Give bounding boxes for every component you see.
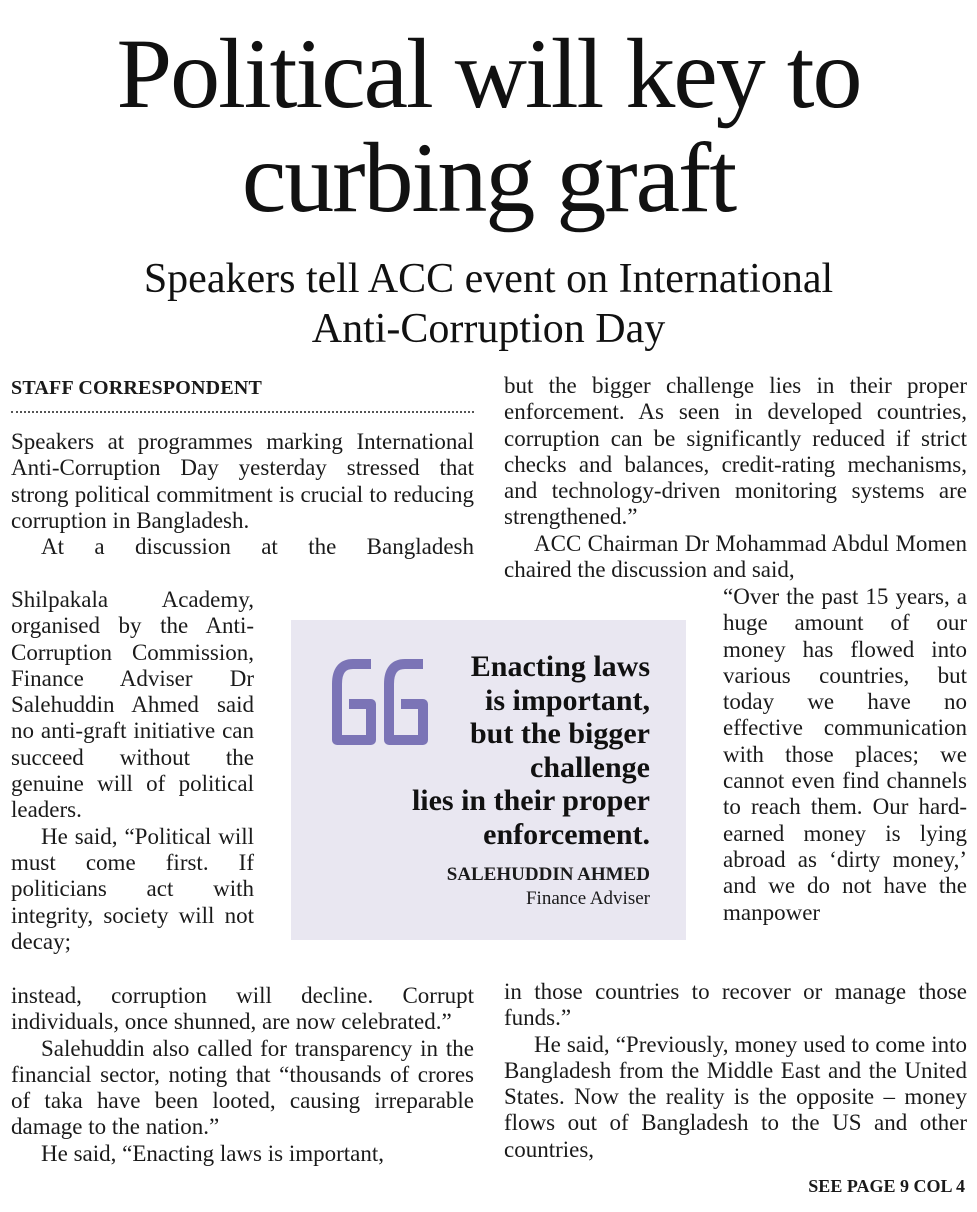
paragraph: Salehuddin also called for transparency in the financial sector, noting that “thousands of crores of taka have been looted, causing irreparable damage to the nation.” — [11, 1035, 474, 1140]
paragraph: “Over the past 15 years, a huge amount of our money has flowed into various countries, but today we have no effective communication with those places; we cannot even find channels to reach them. Our hard-earned money is lying abroad as ‘dirty money,’ and we do not have the manpower — [723, 584, 967, 925]
byline: STAFF CORRESPONDENT — [11, 377, 263, 399]
column-1-top — [11, 429, 474, 560]
column-1-bottom — [11, 983, 474, 1167]
headline-line-2: curbing graft — [241, 122, 736, 233]
column-1-wrap — [11, 587, 254, 955]
byline-divider — [11, 411, 474, 413]
pull-quote-line: but the bigger — [470, 717, 650, 750]
column-2-wrap — [723, 584, 967, 926]
paragraph: At a discussion at the Bangladesh — [41, 534, 474, 560]
column-2-top — [504, 373, 967, 583]
paragraph: Shilpakala Academy, organised by the Anti-Corruption Commission, Finance Adviser Dr Salehuddin Ahmed said no anti-graft initiative can succeed without the genuine will of political leaders. — [11, 587, 254, 823]
column-2-bottom — [504, 979, 967, 1163]
paragraph: Speakers at programmes marking International Anti-Corruption Day yesterday stressed that strong political commitment is crucial to reducing corruption in Bangladesh. — [11, 429, 474, 533]
paragraph: He said, “Political will must come first. If politicians act with integrity, society will not decay; — [11, 823, 254, 954]
pull-quote-attribution-name: SALEHUDDIN AHMED — [446, 864, 650, 885]
pull-quote-box — [291, 620, 686, 940]
pull-quote-line: is important, — [485, 683, 650, 717]
paragraph: He said, “Enacting laws is important, — [41, 1140, 385, 1166]
pull-quote-line: enforcement. — [483, 817, 650, 851]
paragraph: but the bigger challenge lies in their proper enforcement. As seen in developed countries, corruption can be significantly reduced if strict checks and balances, credit-rating mechanisms, and technology-driven monitoring systems are strengthened.” — [504, 373, 967, 530]
pull-quote-line: lies in their proper — [411, 784, 650, 817]
subheadline-line-1: Speakers tell ACC event on International — [143, 256, 834, 302]
paragraph: instead, corruption will decline. Corrupt individuals, once shunned, are now celebrated.” — [11, 983, 474, 1035]
pull-quote-line: Enacting laws — [470, 650, 650, 683]
subheadline-line-2: Anti-Corruption Day — [311, 306, 666, 352]
pull-quote-line: challenge — [530, 750, 650, 784]
paragraph: ACC Chairman Dr Mohammad Abdul Momen chaired the discussion and said, — [504, 530, 967, 583]
pull-quote-text — [360, 650, 650, 851]
headline-line-1: Political will key to — [116, 18, 861, 129]
subheadline — [0, 254, 977, 354]
pull-quote-attribution-role: Finance Adviser — [525, 888, 650, 909]
continued-jump-line: SEE PAGE 9 COL 4 — [808, 1176, 965, 1196]
headline — [0, 18, 977, 233]
paragraph: He said, “Previously, money used to come into Bangladesh from the Middle East and the United States. Now the reality is the opposite – money flows out of Bangladesh to the US and other countries, — [504, 1031, 967, 1162]
paragraph: in those countries to recover or manage those funds.” — [504, 979, 967, 1031]
